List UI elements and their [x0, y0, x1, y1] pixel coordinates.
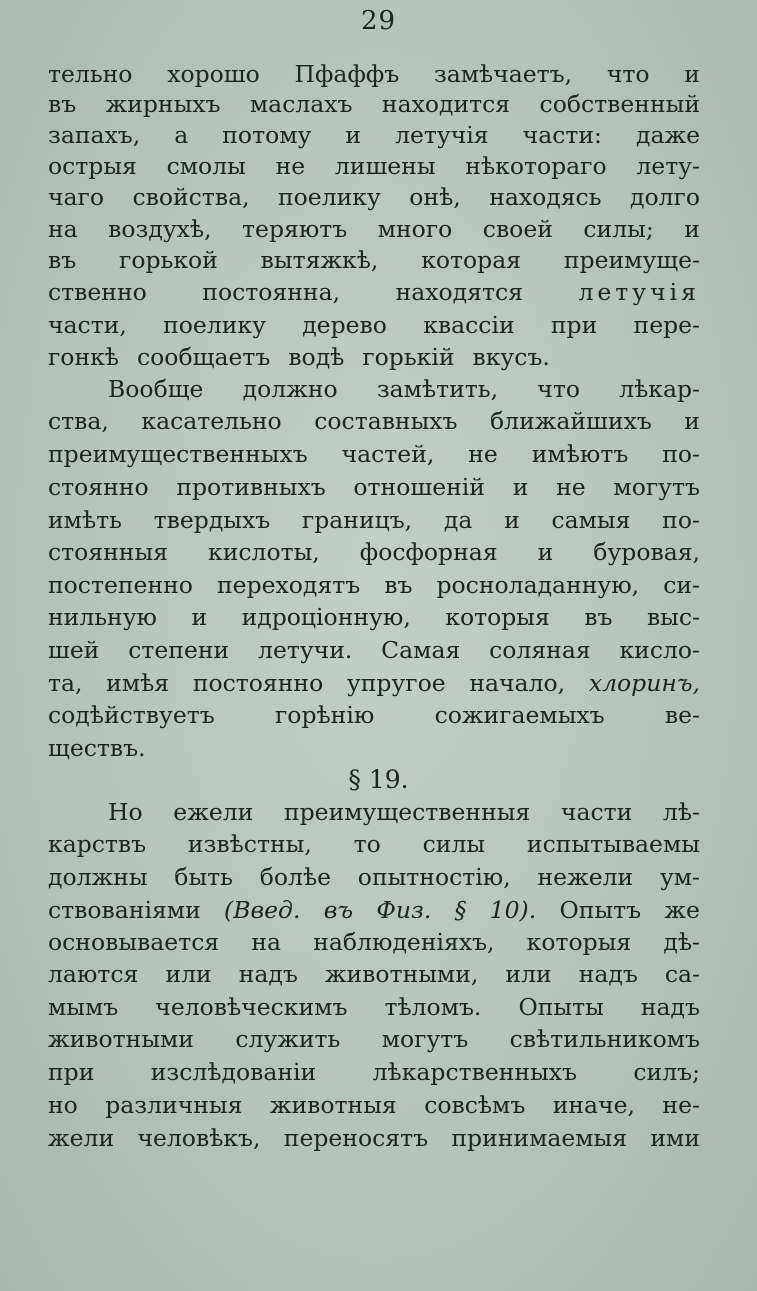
word: (Введ. [224, 896, 301, 924]
word: долго [629, 183, 700, 211]
word: Пфаффъ [294, 60, 400, 88]
word: Самая [381, 636, 461, 664]
word: летучи. [258, 636, 353, 664]
word: ства, [48, 407, 109, 435]
word: 10). [489, 896, 537, 924]
word: стоянныя [48, 538, 168, 566]
word: иначе, [552, 1091, 635, 1119]
word: росноладанную, [436, 571, 640, 599]
word: водѣ [288, 343, 345, 371]
word: при [48, 1058, 95, 1086]
text-line [48, 149, 700, 183]
text-line [48, 87, 700, 121]
text-line [48, 698, 700, 732]
word: кислоты, [208, 538, 320, 566]
word: человѣческимъ [155, 993, 348, 1021]
word: упругое [346, 669, 446, 697]
word: не [556, 473, 586, 501]
word: Опытъ [559, 896, 642, 924]
word: животными [48, 1025, 194, 1053]
word: свойства, [132, 183, 250, 211]
word: животныя [269, 1091, 397, 1119]
word: начало, [469, 669, 566, 697]
word: или [165, 960, 212, 988]
text-line [48, 1088, 700, 1122]
word: не- [662, 1091, 700, 1119]
word: ими [650, 1124, 700, 1152]
word: лишены [334, 152, 436, 180]
word: противныхъ [176, 473, 326, 501]
word: теряютъ [242, 215, 348, 243]
word: острыя [48, 152, 137, 180]
text-line [48, 1022, 700, 1056]
word: которыя [526, 928, 632, 956]
word: постоянно [192, 669, 324, 697]
word: ственно [48, 278, 147, 306]
word: квассіи [423, 311, 515, 339]
text-line [48, 666, 700, 700]
word: Но [108, 798, 143, 826]
word: и [684, 215, 700, 243]
text-line [108, 372, 700, 406]
word: шей [48, 636, 100, 664]
word: надъ [578, 960, 638, 988]
word: должны [48, 863, 148, 891]
word: степени [128, 636, 230, 664]
text-line [48, 437, 700, 471]
word: онѣ, [409, 183, 461, 211]
word: летучія [395, 121, 489, 149]
text-line [48, 925, 700, 959]
word: хорошо [167, 60, 260, 88]
section-heading: § 19. [348, 765, 409, 794]
word: карствъ [48, 830, 147, 858]
word: сообщаетъ [136, 343, 271, 371]
text-line [108, 795, 700, 829]
word: переходятъ [217, 571, 361, 599]
word: Опыты [518, 993, 604, 1021]
word: стоянно [48, 473, 149, 501]
word: силъ; [633, 1058, 700, 1086]
word: а [174, 121, 189, 149]
text-line [48, 1121, 700, 1155]
word: надъ [238, 960, 298, 988]
word: части: [522, 121, 602, 149]
word: но [48, 1091, 78, 1119]
word: даже [635, 121, 700, 149]
text-line [48, 212, 700, 246]
word: то [353, 830, 381, 858]
word: воздухѣ, [108, 215, 212, 243]
word: по- [662, 440, 700, 468]
word: могутъ [613, 473, 700, 501]
word: различныя [105, 1091, 243, 1119]
word: буровая, [593, 538, 700, 566]
word: постоянна, [202, 278, 341, 306]
word: жирныхъ [105, 90, 221, 118]
word: та, [48, 669, 83, 697]
word: касательно [141, 407, 282, 435]
word: силы [422, 830, 486, 858]
text-line [48, 118, 700, 152]
word: летучія [578, 278, 700, 306]
word: опытностію, [357, 863, 511, 891]
word: и [191, 603, 208, 631]
word: находится [381, 90, 511, 118]
word: совсѣмъ [424, 1091, 526, 1119]
text-line [48, 731, 700, 765]
word: части, [48, 311, 127, 339]
word: что [606, 60, 650, 88]
word: имѣютъ [531, 440, 629, 468]
word: и [512, 473, 529, 501]
text-line [48, 827, 700, 861]
word: которая [421, 246, 522, 274]
word: Вообще [108, 375, 204, 403]
word: имѣя [106, 669, 170, 697]
word: горѣнію [274, 701, 375, 729]
word: сожигаемыхъ [434, 701, 605, 729]
word: замѣтить, [376, 375, 499, 403]
word: животными, [324, 960, 479, 988]
word: въ [323, 896, 354, 924]
word: должно [242, 375, 338, 403]
word: тельно [48, 60, 133, 88]
text-line [48, 340, 700, 374]
word: ежели [173, 798, 254, 826]
word: запахъ, [48, 121, 141, 149]
text-line [48, 470, 700, 504]
word: ум- [659, 863, 700, 891]
word: части [560, 798, 633, 826]
word: ществъ. [48, 734, 146, 762]
word: твердыхъ [153, 506, 271, 534]
word: собственный [539, 90, 700, 118]
text-line [48, 308, 700, 342]
text-line [48, 990, 700, 1024]
word: дерево [302, 311, 387, 339]
word: что [537, 375, 580, 403]
word: нежели [537, 863, 634, 891]
word: находясь [489, 183, 602, 211]
word: хлоринъ, [588, 669, 700, 697]
word: поелику [163, 311, 266, 339]
text-line [48, 860, 700, 894]
page-number: 29 [360, 6, 397, 36]
word: переносятъ [283, 1124, 429, 1152]
word: ближайшихъ [490, 407, 652, 435]
word: надъ [640, 993, 700, 1021]
word: границъ, [301, 506, 413, 534]
word: испытываемы [526, 830, 700, 858]
word: гонкѣ [48, 343, 119, 371]
word: выс- [646, 603, 700, 631]
word: которыя [445, 603, 550, 631]
word: же [664, 896, 700, 924]
word: лету- [636, 152, 700, 180]
text-line [48, 957, 700, 991]
word: тѣломъ. [384, 993, 482, 1021]
text-line [48, 503, 700, 537]
word: потому [222, 121, 312, 149]
word: свѣтильникомъ [509, 1025, 700, 1053]
word: служить [235, 1025, 341, 1053]
word: постепенно [48, 571, 193, 599]
word: си- [663, 571, 700, 599]
word: и [537, 538, 554, 566]
word: вкусъ. [472, 343, 550, 371]
word: составныхъ [314, 407, 458, 435]
word: лѣ- [662, 798, 700, 826]
word: Физ. [376, 896, 432, 924]
word: отношеній [353, 473, 485, 501]
word: не [468, 440, 498, 468]
word: не [275, 152, 306, 180]
word: горькой [119, 246, 218, 274]
word: ве- [664, 701, 700, 729]
word: маслахъ [249, 90, 353, 118]
word: дѣ- [663, 928, 700, 956]
word: имѣть [48, 506, 122, 534]
word: горькій [362, 343, 455, 371]
text-line [48, 568, 700, 602]
word: лѣкарственныхъ [372, 1058, 577, 1086]
word: или [505, 960, 552, 988]
word: въ [584, 603, 613, 631]
word: при [550, 311, 598, 339]
word: и [684, 407, 700, 435]
word: и [684, 60, 700, 88]
word: пере- [633, 311, 700, 339]
word: много [377, 215, 453, 243]
word: жели [48, 1124, 115, 1152]
word: кисло- [619, 636, 700, 664]
word: нѣкотораго [465, 152, 607, 180]
word: ствованіями [48, 896, 201, 924]
word: лаются [48, 960, 139, 988]
word: находятся [395, 278, 523, 306]
text-line [48, 243, 700, 277]
text-line [48, 180, 700, 214]
word: силы; [583, 215, 654, 243]
word: на [48, 215, 78, 243]
word: и [504, 506, 520, 534]
word: да [443, 506, 473, 534]
word: мымъ [48, 993, 119, 1021]
text-line [48, 535, 700, 569]
word: своей [482, 215, 553, 243]
word: фосфорная [359, 538, 498, 566]
word: на [251, 928, 282, 956]
word: чаго [48, 183, 105, 211]
text-line [48, 275, 700, 309]
word: изслѣдованіи [150, 1058, 317, 1086]
text-line [48, 57, 700, 91]
word: быть [174, 863, 233, 891]
word: частей, [341, 440, 435, 468]
word: основывается [48, 928, 220, 956]
text-line [48, 1055, 700, 1089]
word: въ [384, 571, 413, 599]
word: преимущественныхъ [48, 440, 308, 468]
text-line [48, 893, 700, 927]
word: соляная [489, 636, 591, 664]
word: извѣстны, [187, 830, 312, 858]
word: принимаемыя [451, 1124, 628, 1152]
word: болѣе [259, 863, 332, 891]
word: вытяжкѣ, [260, 246, 379, 274]
text-line [48, 600, 700, 634]
word: и [345, 121, 362, 149]
text-line [48, 633, 700, 667]
word: поелику [278, 183, 381, 211]
word: § [454, 896, 467, 924]
word: человѣкъ, [137, 1124, 261, 1152]
word: по- [662, 506, 700, 534]
word: са- [664, 960, 700, 988]
word: идроціонную, [241, 603, 411, 631]
word: въ [48, 90, 77, 118]
word: лѣкар- [619, 375, 700, 403]
word: въ [48, 246, 77, 274]
word: нильную [48, 603, 157, 631]
word: замѣчаетъ, [433, 60, 573, 88]
word: могутъ [381, 1025, 469, 1053]
word: наблюденіяхъ, [313, 928, 495, 956]
word: преимуще- [563, 246, 700, 274]
word: преимущественныя [283, 798, 531, 826]
word: самыя [551, 506, 631, 534]
text-line [48, 404, 700, 438]
word: содѣйствуетъ [48, 701, 215, 729]
word: смолы [166, 152, 246, 180]
